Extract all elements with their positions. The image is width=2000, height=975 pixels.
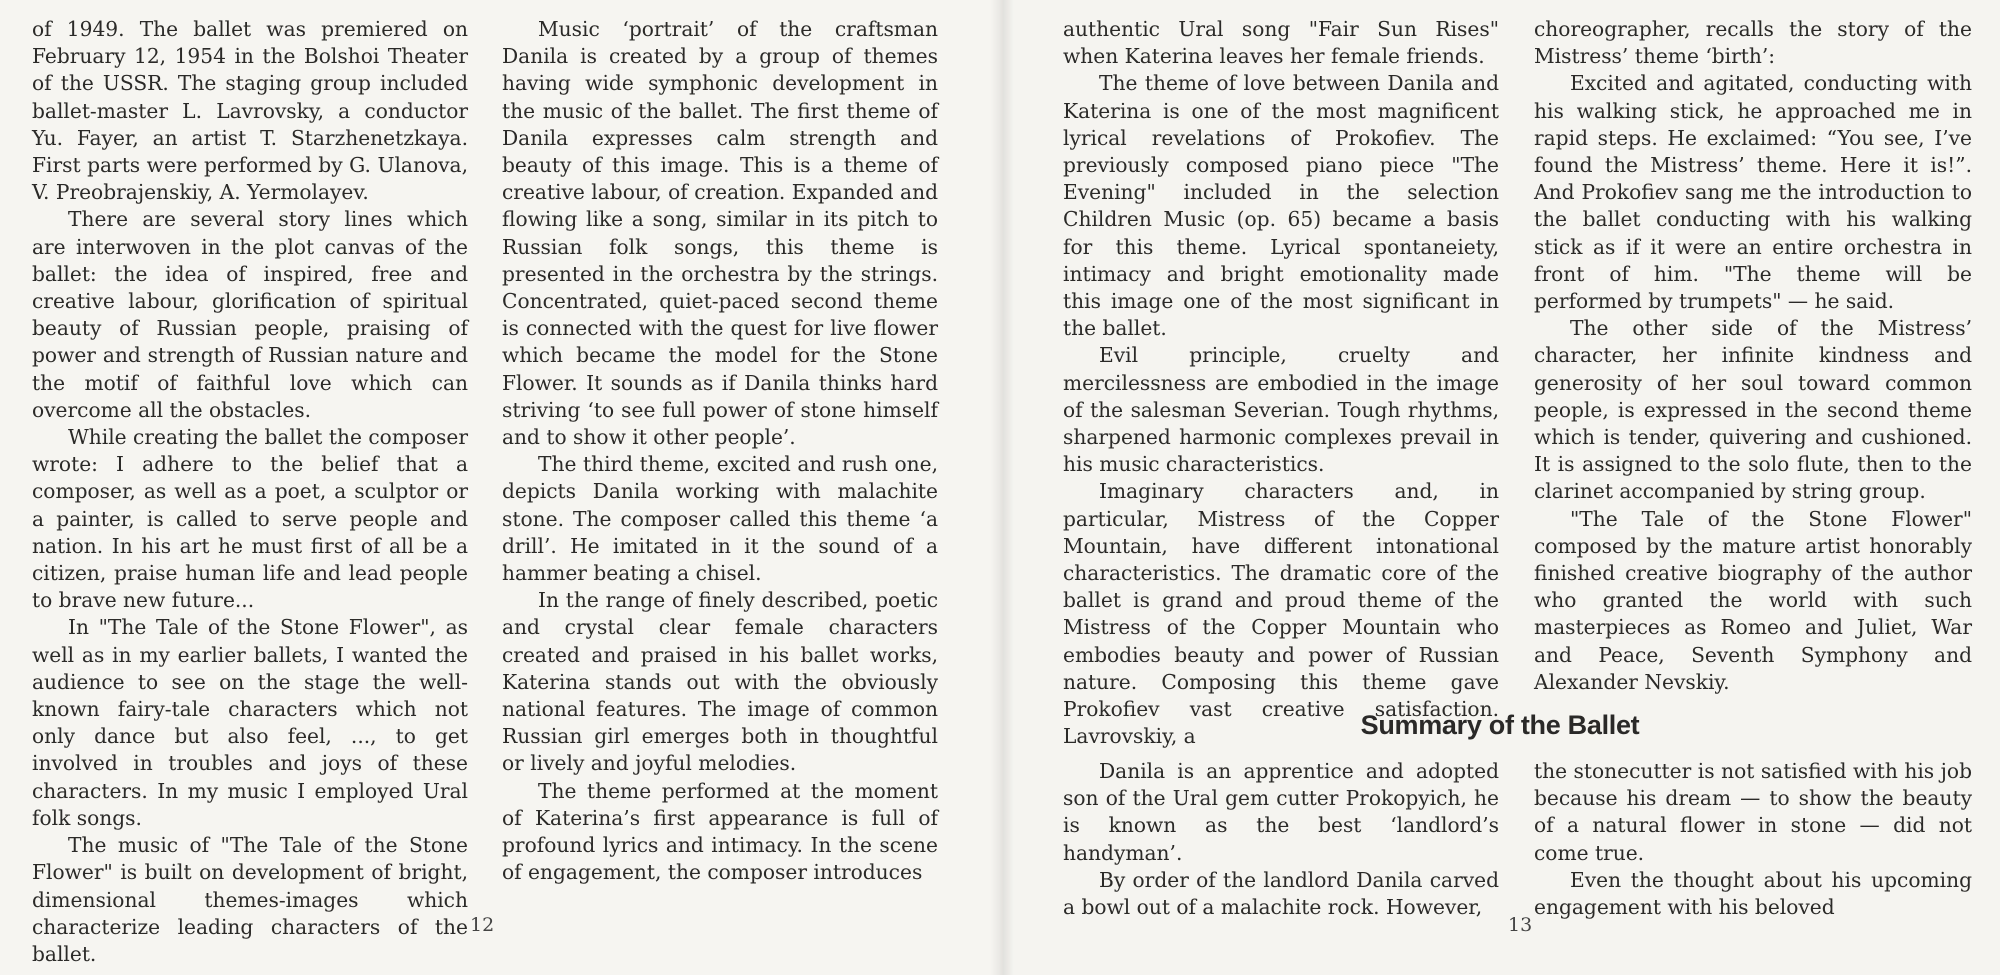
paragraph: authentic Ural song "Fair Sun Rises" when Katerina leaves her female friends. <box>1063 17 1499 69</box>
paragraph: Evil principle, cruelty and mercilessness are embodied in the image of the salesman Severian. Tough rhythms, sharpened harmonic complexes prevail in his music characteristics. <box>1063 343 1499 477</box>
paragraph: In "The Tale of the Stone Flower", as well as in my earlier ballets, I wanted the audience to see on the stage the well-known fairy-tale characters which not only dance but also feel, ..., to get involved in troubles and joys of these characters. In my music I employed Ural folk songs. <box>32 615 468 830</box>
paragraph: Music ‘portrait’ of the craftsman Danila is created by a group of themes having wide symphonic development in the music of the ballet. The first theme of Danila expresses calm strength and beauty of this image. This is a theme of creative labour, of creation. Expanded and flowing like a song, similar in its pitch to Russian folk songs, this theme is presented in the orchestra by the strings. Concentrated, quiet-paced second theme is connected with the quest for live flower which became the model for the Stone Flower. It sounds as if Danila thinks hard striving ‘to see full power of stone himself and to show it other people’. <box>502 17 938 450</box>
right-column-3 <box>1063 758 1499 921</box>
page-number-left: 12 <box>470 914 495 936</box>
left-column-1 <box>32 16 468 968</box>
paragraph: the stonecutter is not satisfied with his job because his dream — to show the beauty of a natural flower in stone — did not come true. <box>1534 759 1972 865</box>
right-column-4 <box>1534 758 1972 921</box>
paragraph: choreographer, recalls the story of the Mistress’ theme ‘birth’: <box>1534 17 1972 69</box>
book-gutter <box>990 0 1014 975</box>
paragraph: By order of the landlord Danila carved a bowl out of a malachite rock. However, <box>1063 867 1499 920</box>
paragraph: There are several story lines which are interwoven in the plot canvas of the ballet: the idea of inspired, free and creative labour, glorification of spiritual beauty of Russian people, praising of power and strength of Russian nature and the motif of faithful love which can overcome all the obstacles. <box>32 207 468 422</box>
paragraph: Even the thought about his upcoming engagement with his beloved <box>1534 867 1972 920</box>
paragraph: The theme of love between Danila and Katerina is one of the most magnificent lyrical revelations of Prokofiev. The previously composed piano piece "The Evening" included in the selection Children Music (op. 65) became a basis for this theme. Lyrical spontaneiety, intimacy and bright emotionality made this image one of the most significant in the ballet. <box>1063 71 1499 341</box>
paragraph: In the range of finely described, poetic and crystal clear female characters created and praised in his ballet works, Katerina stands out with the obviously national features. The image of common Russian girl emerges both in thoughtful or lively and joyful melodies. <box>502 588 938 776</box>
right-page <box>1000 0 2000 975</box>
paragraph: Excited and agitated, conducting with his walking stick, he approached me in rapid steps. He exclaimed: “You see, I’ve found the Mistress’ theme. Here it is!”. And Prokofiev sang me the introduction to the ballet conducting with his walking stick as if it were an entire orchestra in front of him. "The theme will be performed by trumpets" — he said. <box>1534 71 1972 314</box>
paragraph: Danila is an apprentice and adopted son of the Ural gem cutter Prokopyich, he is known as the best ‘landlord’s handyman’. <box>1063 759 1499 865</box>
left-column-2 <box>502 16 938 887</box>
paragraph: Imaginary characters and, in particular, Mistress of the Copper Mountain, have different intonational characteristics. The dramatic core of the ballet is grand and proud theme of the Mistress of the Copper Mountain who embodies beauty and power of Russian nature. Composing this theme gave Prokofiev vast creative satisfaction. Lavrovskiy, a <box>1063 479 1499 749</box>
section-heading: Summary of the Ballet <box>1360 710 1640 740</box>
paragraph: of 1949. The ballet was premiered on February 12, 1954 in the Bolshoi Theater of the USSR. The staging group included ballet-master L. Lavrovsky, a conductor Yu. Fayer, an artist T. Starzhenetzkaya. First parts were performed by G. Ulanova, V. Preobrajenskiy, A. Yermolayev. <box>32 17 468 205</box>
paragraph: The third theme, excited and rush one, depicts Danila working with malachite stone. The composer called this theme ‘a drill’. He imitated in it the sound of a hammer beating a chisel. <box>502 452 938 586</box>
paragraph: While creating the ballet the composer wrote: I adhere to the belief that a composer, as well as a poet, a sculptor or a painter, is called to serve people and nation. In his art he must first of all be a citizen, praise human life and lead people to brave new future... <box>32 425 468 613</box>
paragraph: The music of "The Tale of the Stone Flower" is built on development of bright, dimensional themes-images which characterize leading characters of the ballet. <box>32 833 468 966</box>
page-number-right: 13 <box>1508 914 1533 936</box>
right-column-2 <box>1534 16 1972 696</box>
paragraph: "The Tale of the Stone Flower" composed by the mature artist honorably finished creative biography of the author who granted the world with such masterpieces as Romeo and Juliet, War and Peace, Seventh Symphony and Alexander Nevskiy. <box>1534 506 1972 694</box>
paragraph: The other side of the Mistress’ character, her infinite kindness and generosity of her soul toward common people, is expressed in the second theme which is tender, quivering and cushioned. It is assigned to the solo flute, then to the clarinet accompanied by string group. <box>1534 316 1972 504</box>
paragraph: The theme performed at the moment of Katerina’s first appearance is full of profound lyrics and intimacy. In the scene of engagement, the composer introduces <box>502 778 938 885</box>
right-column-1 <box>1063 16 1499 750</box>
